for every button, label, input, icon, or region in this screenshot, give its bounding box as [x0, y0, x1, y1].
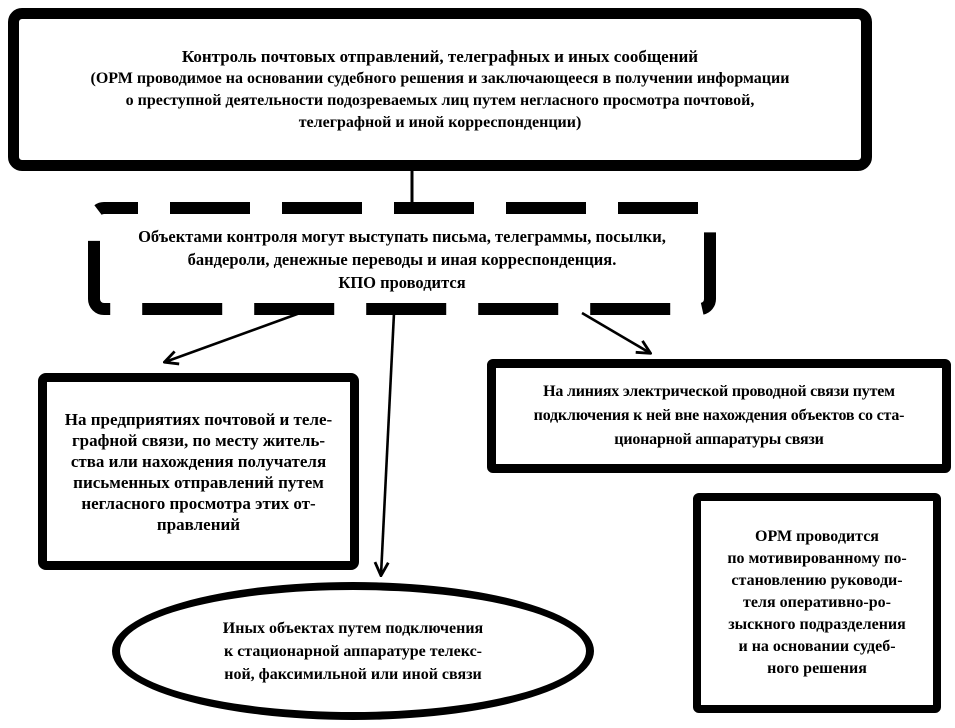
postal-box-line: ства или нахождения получателя [70, 451, 327, 471]
postal-box-line: негласного просмотра этих от- [81, 493, 316, 513]
title-box-line: (ОРМ проводимое на основании судебного решения и заключающееся в получении информации [90, 69, 790, 87]
objects-box [100, 214, 704, 304]
wireline-box [487, 359, 951, 473]
orm-box-line: становлению руководи- [731, 572, 903, 589]
postal-box-line: письменных отправлений путем [73, 472, 324, 492]
objects-box-line: КПО проводится [338, 272, 466, 292]
arrow-to-wireline-box [582, 313, 650, 353]
orm-box-line: зыскного подразделения [728, 616, 906, 633]
postal-box-line: На предприятиях почтовой и теле- [64, 409, 333, 429]
arrow-to-other-objects-ellipse [381, 313, 394, 575]
orm-box-line: теля оперативно-ро- [743, 594, 891, 611]
wireline-box-line: На линиях электрической проводной связи путем [543, 383, 895, 400]
orm-box [693, 493, 941, 713]
postal-box-line: графной связи, по месту житель- [71, 430, 326, 450]
objects-box-line: Объектами контроля могут выступать письма, телеграммы, посылки, [138, 226, 666, 246]
title-box-line: о преступной деятельности подозреваемых лиц путем негласного просмотра почтовой, [125, 91, 755, 109]
wireline-box-line: ционарной аппаратуры связи [614, 431, 824, 448]
objects-box-line: бандероли, денежные переводы и иная корреспонденция. [187, 249, 617, 269]
other-objects-ellipse [112, 582, 594, 720]
other-objects-line: ной, факсимильной или иной связи [224, 665, 482, 683]
wireline-box-line: подключения к ней вне нахождения объектов со ста- [533, 407, 905, 424]
orm-box-line: ного решения [767, 660, 867, 677]
arrow-to-postal-box [165, 313, 300, 362]
orm-box-line: ОРМ проводится [755, 528, 879, 545]
other-objects-line: Иных объектах путем подключения [222, 619, 484, 637]
orm-box-line: по мотивированному по- [727, 550, 907, 567]
title-box [8, 8, 872, 171]
other-objects-line: к стационарной аппаратуре телекс- [223, 642, 482, 660]
title-box-line: телеграфной и иной корреспонденции) [298, 113, 582, 131]
postal-box-line: правлений [156, 514, 241, 534]
orm-box-line: и на основании судеб- [738, 638, 896, 655]
postal-box [38, 373, 359, 570]
title-box-heading: Контроль почтовых отправлений, телеграфных и иных сообщений [181, 46, 699, 66]
